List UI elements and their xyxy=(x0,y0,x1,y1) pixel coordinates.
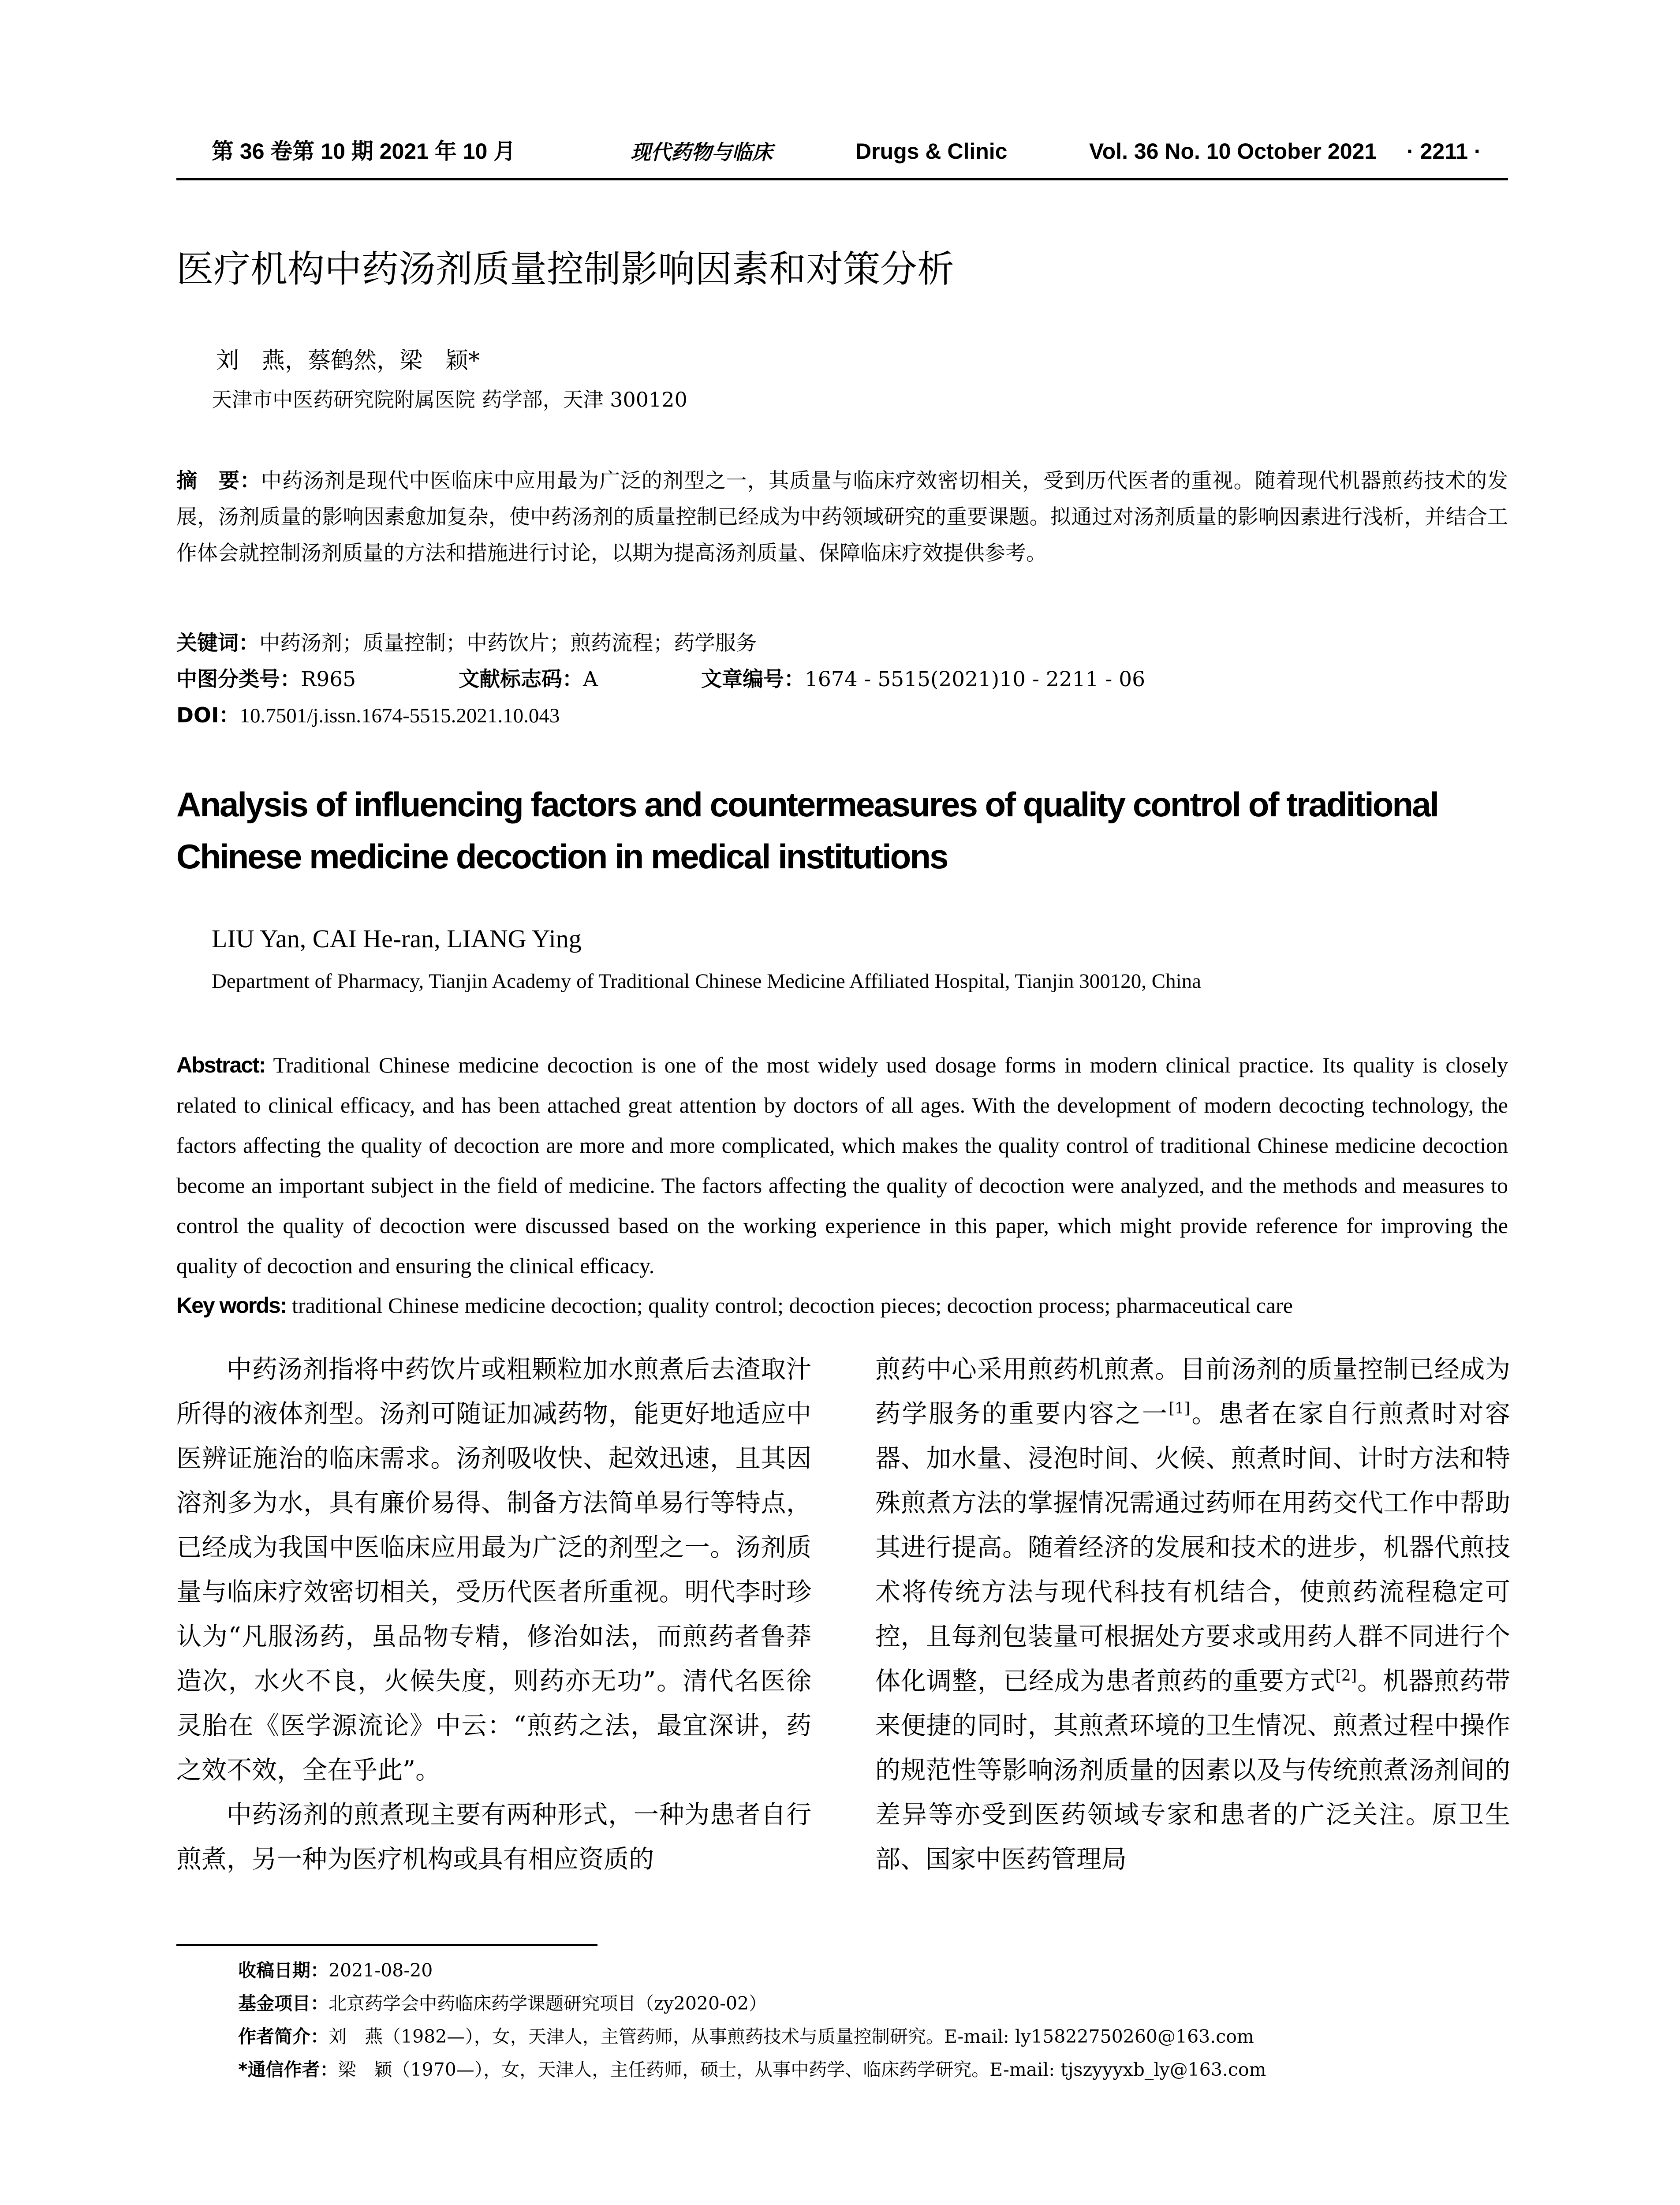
body-text: 。患者在家自行煎煮时对容器、加水量、浸泡时间、火候、煎煮时间、计时方法和特殊煎煮方法的掌握情况需通过药师在用药交代工作中帮助其进行提高。随着经济的发展和技术的进步，机器代煎技术将传统方法与现代科技有机结合，使煎药流程稳定可控，且每剂包装量可根据处方要求或用药人群不同进行个体化调整，已经成为患者煎药的重要方式 xyxy=(875,1399,1511,1696)
body-right-column xyxy=(875,1347,1510,1882)
abstract-cn-label: 摘 要： xyxy=(176,469,261,493)
abstract-en-text: Traditional Chinese medicine decoction is one of the most widely used dosage forms in modern clinical practice. Its quality is closely related to clinical efficacy, and has been attached great attention by doctors of all ages. With the development of modern decocting technology, the factors affecting the quality of decoction are more and more complicated, which makes the quality control of traditional Chinese medicine decoction become an important subject in the field of medicine. The factors affecting the quality of decoction were analyzed, and the methods and measures to control the quality of decoction were discussed based on the working experience in this paper, which might provide reference for improving the quality of decoction and ensuring the clinical efficacy. xyxy=(176,1053,1508,1278)
keywords-cn-label: 关键词： xyxy=(176,631,259,655)
article-value: 1674 - 5515(2021)10 - 2211 - 06 xyxy=(805,667,1146,691)
body-paragraph: 中药汤剂的煎煮现主要有两种形式，一种为患者自行煎煮，另一种为医疗机构或具有相应资质的 xyxy=(176,1800,811,1874)
footnote-received-text: 2021-08-20 xyxy=(329,1960,433,1981)
keywords-en-text: traditional Chinese medicine decoction; quality control; decoction pieces; decoction process; pharmaceutical care xyxy=(292,1293,1293,1318)
clc-label: 中图分类号： xyxy=(176,667,301,691)
citation-1[interactable]: [1] xyxy=(1169,1400,1190,1417)
article-label: 文章编号： xyxy=(701,667,805,691)
header-journal-cn: 现代药物与临床 xyxy=(631,140,773,164)
header-journal-en: Drugs & Clinic xyxy=(855,139,1008,164)
authors-en: LIU Yan, CAI He-ran, LIANG Ying xyxy=(212,924,582,953)
abstract-en xyxy=(176,1045,1508,1286)
header-rule xyxy=(176,178,1508,180)
citation-2[interactable]: [2] xyxy=(1335,1667,1357,1685)
body-text: 煎药中心采用煎药机煎煮。目前汤剂的质量控制已经成为药学服务的重要内容之一 xyxy=(875,1355,1510,1428)
classification-line xyxy=(176,662,356,698)
header-page-number: · 2211 · xyxy=(1407,139,1482,164)
doi-text: 10.7501/j.issn.1674-5515.2021.10.043 xyxy=(239,704,560,727)
doi xyxy=(176,698,560,734)
doc-code xyxy=(459,662,598,698)
keywords-cn xyxy=(176,625,757,662)
doi-label: DOI： xyxy=(176,703,240,728)
abstract-cn xyxy=(176,463,1508,572)
abstract-cn-text: 中药汤剂是现代中医临床中应用最为广泛的剂型之一，其质量与临床疗效密切相关，受到历代医者的重视。随着现代机器煎药技术的发展，汤剂质量的影响因素愈加复杂，使中药汤剂的质量控制已经成为中药领域研究的重要课题。拟通过对汤剂质量的影响因素进行浅析，并结合工作体会就控制汤剂质量的方法和措施进行讨论，以期为提高汤剂质量、保障临床疗效提供参考。 xyxy=(176,469,1508,565)
affiliation-en: Department of Pharmacy, Tianjin Academy of Traditional Chinese Medicine Affiliated Hospital, Tianjin 300120, China xyxy=(212,970,1202,993)
footnote-fund xyxy=(238,1995,767,2013)
abstract-en-label: Abstract: xyxy=(176,1053,265,1077)
body-paragraph xyxy=(875,1347,1510,1882)
footnote-bio-label: 作者简介： xyxy=(238,2026,329,2047)
keywords-en-label: Key words: xyxy=(176,1293,287,1318)
keywords-en xyxy=(176,1286,1508,1326)
authors-cn: 刘 燕，蔡鹤然，梁 颖* xyxy=(216,348,480,374)
footnote-bio-text: 刘 燕（1982—），女，天津人，主管药师，从事煎药技术与质量控制研究。E-mail: ly15822750260@163.com xyxy=(329,2026,1254,2047)
body-left-column xyxy=(176,1347,811,1882)
footnote-rule xyxy=(176,1944,597,1946)
title-cn: 医疗机构中药汤剂质量控制影响因素和对策分析 xyxy=(176,247,955,291)
header-issue-en: Vol. 36 No. 10 October 2021 xyxy=(1089,139,1377,164)
body-text: 。机器煎药带来便捷的同时，其煎煮环境的卫生情况、煎煮过程中操作的规范性等影响汤剂质量的因素以及与传统煎煮汤剂间的差异等亦受到医药领域专家和患者的广泛关注。原卫生部、国家中医药管理局 xyxy=(875,1667,1510,1874)
title-en: Analysis of influencing factors and countermeasures of quality control of traditional Chinese medicine decoction in medical institutions xyxy=(176,785,1438,876)
clc-value: R965 xyxy=(301,667,356,691)
footnote-received-label: 收稿日期： xyxy=(238,1960,329,1981)
footnote-corresponding xyxy=(238,2061,1266,2079)
footnote-fund-label: 基金项目： xyxy=(238,1993,329,2014)
header-issue-cn: 第 36 卷第 10 期 2021 年 10 月 xyxy=(212,139,516,164)
body-paragraph: 中药汤剂指将中药饮片或粗颗粒加水煎煮后去渣取汁所得的液体剂型。汤剂可随证加减药物，能更好地适应中医辨证施治的临床需求。汤剂吸收快、起效迅速，且其因溶剂多为水，具有廉价易得、制备方法简单易行等特点，已经成为我国中医临床应用最为广泛的剂型之一。汤剂质量与临床疗效密切相关，受历代医者所重视。明代李时珍认为“凡服汤药，虽品物专精，修治如法，而煎药者鲁莽造次，水火不良，火候失度，则药亦无功”。清代名医徐灵胎在《医学源流论》中云：“煎药之法，最宜深讲，药之效不效，全在乎此”。 xyxy=(176,1355,811,1785)
article-number xyxy=(701,662,1145,698)
footnote-corr-text: 梁 颖（1970—），女，天津人，主任药师，硕士，从事中药学、临床药学研究。E-mail: tjszyyyxb_ly@163.com xyxy=(338,2059,1266,2080)
affiliation-cn: 天津市中医药研究院附属医院 药学部，天津 300120 xyxy=(212,388,687,411)
footnote-author-bio xyxy=(238,2028,1254,2046)
keywords-cn-text: 中药汤剂；质量控制；中药饮片；煎药流程；药学服务 xyxy=(259,631,757,655)
doc-label: 文献标志码： xyxy=(459,667,583,691)
footnote-fund-text: 北京药学会中药临床药学课题研究项目（zy2020-02） xyxy=(329,1993,767,2014)
doc-value: A xyxy=(583,667,598,691)
footnote-received xyxy=(238,1962,433,1980)
footnote-corr-label: *通信作者： xyxy=(238,2059,338,2080)
